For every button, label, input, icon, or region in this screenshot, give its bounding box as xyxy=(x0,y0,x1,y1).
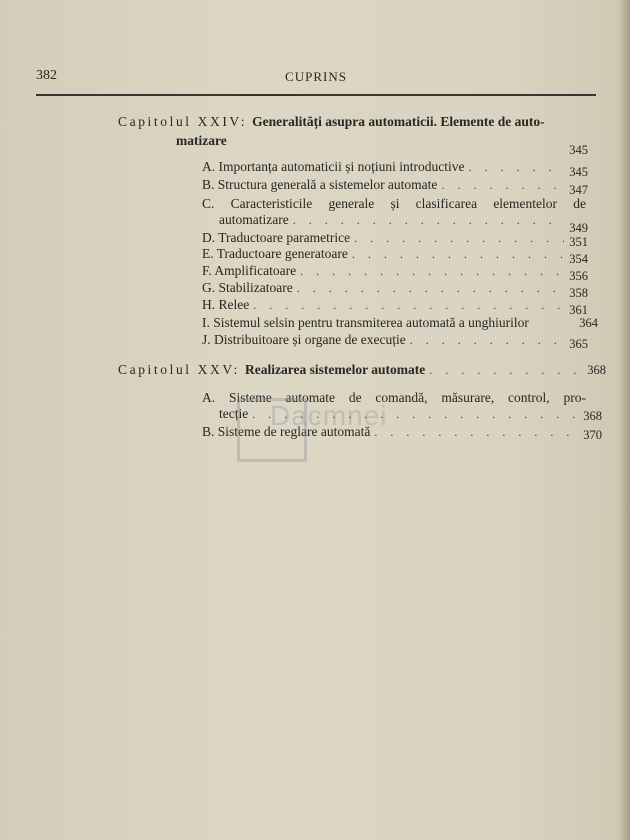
entry-text: C. Caracteristicile generale și clasificarea elementelor de xyxy=(202,196,586,211)
chapter-label: Capitolul XXIV: xyxy=(118,114,248,129)
entry-page: 349 xyxy=(569,221,588,235)
toc-entry xyxy=(202,230,588,249)
entry-page: 361 xyxy=(569,303,588,317)
entry-text: automatizare xyxy=(219,212,289,227)
toc-entry xyxy=(202,315,598,331)
chapter-heading xyxy=(118,114,545,130)
toc-entry xyxy=(202,177,588,197)
leader-dots xyxy=(300,264,564,279)
leader-dots xyxy=(354,231,564,246)
chapter-title-line2: matizare xyxy=(176,133,227,148)
entry-page: 354 xyxy=(569,252,588,266)
chapter-title-line1: Generalități asupra automaticii. Elemente de auto- xyxy=(252,114,545,129)
entry-text: D. Traductoare parametrice xyxy=(202,230,351,245)
toc-entry xyxy=(202,159,588,179)
entry-page: 365 xyxy=(569,337,588,351)
leader-dots xyxy=(293,213,564,228)
entry-text: J. Distribuitoare și organe de execuție xyxy=(202,332,406,347)
entry-page: 364 xyxy=(579,316,598,330)
entry-text: tecție xyxy=(219,406,249,421)
entry-page: 356 xyxy=(569,269,588,283)
leader-dots xyxy=(297,281,564,296)
chapter-title: Realizarea sistemelor automate xyxy=(245,362,426,377)
toc-entry xyxy=(202,297,588,317)
running-title: CUPRINS xyxy=(285,69,347,84)
leader-dots xyxy=(468,160,564,175)
chapter-page: 345 xyxy=(569,143,588,157)
entry-text: B. Sisteme de reglare automată xyxy=(202,424,371,439)
entry-page: 370 xyxy=(583,428,602,442)
toc-entry xyxy=(202,263,588,283)
entry-text: E. Traductoare generatoare xyxy=(202,246,348,261)
leader-dots xyxy=(441,178,564,193)
leader-dots xyxy=(429,363,582,378)
entry-text: B. Structura generală a sistemelor automate xyxy=(202,177,438,192)
leader-dots xyxy=(410,333,564,348)
entry-text: A. Sisteme automate de comandă, măsurare, control, pro- xyxy=(202,390,586,405)
chapter-page: 368 xyxy=(587,363,606,377)
toc-entry-line1 xyxy=(202,196,586,212)
entry-text: H. Relee xyxy=(202,297,250,312)
entry-page: 345 xyxy=(569,165,588,179)
entry-page: 347 xyxy=(569,183,588,197)
leader-dots xyxy=(253,298,564,313)
toc-entry-line2 xyxy=(219,212,588,235)
entry-text: I. Sistemul selsin pentru transmiterea automată a unghiurilor xyxy=(202,315,529,330)
entry-text: A. Importanța automaticii și noțiuni introductive xyxy=(202,159,465,174)
toc-entry xyxy=(202,246,588,266)
entry-page: 358 xyxy=(569,286,588,300)
watermark-text: Dacmnei xyxy=(270,400,388,431)
entry-text: G. Stabilizatoare xyxy=(202,280,293,295)
leader-dots xyxy=(374,425,578,440)
page-number: 382 xyxy=(36,68,57,83)
chapter-label: Capitolul XXV: xyxy=(118,362,241,377)
leader-dots xyxy=(352,247,564,262)
entry-page: 368 xyxy=(583,409,602,423)
chapter-heading xyxy=(118,362,606,378)
entry-page: 351 xyxy=(569,235,588,249)
entry-text: F. Amplificatoare xyxy=(202,263,297,278)
toc-entry xyxy=(202,280,588,300)
chapter-heading-cont xyxy=(176,133,588,157)
toc-entry xyxy=(202,332,588,351)
